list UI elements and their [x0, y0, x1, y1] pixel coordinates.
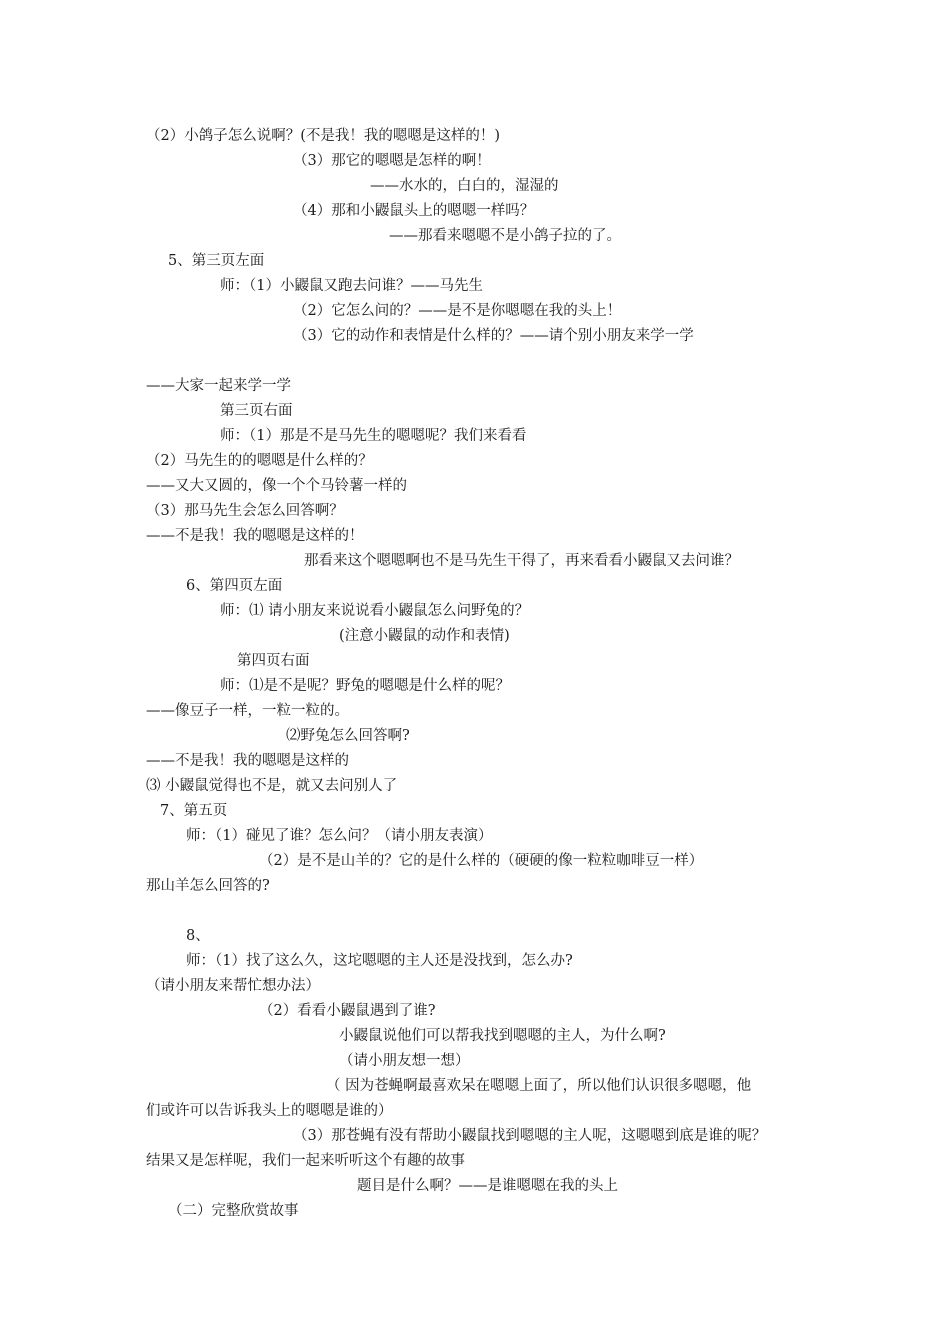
- text-line: 那山羊怎么回答的?: [146, 878, 270, 894]
- text-line: ——那看来嗯嗯不是小鸽子拉的了。: [389, 228, 621, 244]
- text-line: （2）它怎么问的？——是不是你嗯嗯在我的头上！: [293, 303, 622, 319]
- section-heading: 7、第五页: [160, 803, 228, 819]
- text-line: 师：（1）找了这么久，这坨嗯嗯的主人还是没找到，怎么办?: [186, 953, 573, 969]
- text-line: （ 因为苍蝇啊最喜欢呆在嗯嗯上面了，所以他们认识很多嗯嗯，他: [326, 1078, 752, 1094]
- text-line: （2）马先生的的嗯嗯是什么样的？: [146, 453, 373, 469]
- text-line: 师：⑴ 请小朋友来说说看小鼹鼠怎么问野兔的？: [220, 603, 530, 619]
- text-line: （2）小鸽子怎么说啊？(不是我！我的嗯嗯是这样的！): [146, 128, 501, 144]
- text-line: 师：（1）那是不是马先生的嗯嗯呢？我们来看看: [220, 428, 527, 444]
- text-line: （3）那苍蝇有没有帮助小鼹鼠找到嗯嗯的主人呢，这嗯嗯到底是谁的呢？: [293, 1128, 767, 1144]
- text-line: 师：（1）小鼹鼠又跑去问谁？——马先生: [220, 278, 483, 294]
- text-line: ——不是我！我的嗯嗯是这样的！: [146, 528, 364, 544]
- text-line: （请小朋友想一想）: [339, 1053, 470, 1069]
- text-line: ——又大又圆的，像一个个马铃薯一样的: [146, 478, 407, 494]
- section-subheading: 第三页右面: [220, 403, 293, 419]
- text-line: （3）那马先生会怎么回答啊？: [146, 503, 344, 519]
- text-line: （3）那它的嗯嗯是怎样的啊！: [293, 153, 491, 169]
- text-line: 小鼹鼠说他们可以帮我找到嗯嗯的主人，为什么啊?: [339, 1028, 666, 1044]
- text-line: 师：⑴是不是呢？野兔的嗯嗯是什么样的呢？: [220, 678, 510, 694]
- section-heading: （二）完整欣赏故事: [168, 1203, 299, 1219]
- text-line: ——水水的，白白的，湿湿的: [370, 178, 559, 194]
- text-line: （4）那和小鼹鼠头上的嗯嗯一样吗？: [293, 203, 535, 219]
- text-line: ——大家一起来学一学: [146, 378, 291, 394]
- text-line: ⑶ 小鼹鼠觉得也不是，就又去问别人了: [146, 778, 398, 794]
- section-heading: 6、第四页左面: [186, 578, 283, 594]
- text-line: （请小朋友来帮忙想办法）: [146, 978, 320, 994]
- text-line: 结果又是怎样呢，我们一起来听听这个有趣的故事: [146, 1153, 465, 1169]
- section-heading: 8、: [186, 928, 210, 944]
- section-subheading: 第四页右面: [237, 653, 310, 669]
- text-line: （2）看看小鼹鼠遇到了谁?: [259, 1003, 436, 1019]
- text-line: （2）是不是山羊的？它的是什么样的（硬硬的像一粒粒咖啡豆一样）: [259, 853, 704, 869]
- text-line: ——不是我！我的嗯嗯是这样的: [146, 753, 349, 769]
- text-line: 题目是什么啊？——是谁嗯嗯在我的头上: [357, 1178, 618, 1194]
- section-heading: 5、第三页左面: [168, 253, 265, 269]
- text-line: (注意小鼹鼠的动作和表情): [339, 628, 510, 644]
- text-line: ——像豆子一样，一粒一粒的。: [146, 703, 349, 719]
- text-line: 们或许可以告诉我头上的嗯嗯是谁的）: [146, 1103, 393, 1119]
- text-line: 那看来这个嗯嗯啊也不是马先生干得了，再来看看小鼹鼠又去问谁？: [304, 553, 739, 569]
- text-line: 师：（1）碰见了谁？怎么问？（请小朋友表演）: [186, 828, 493, 844]
- text-line: ⑵野兔怎么回答啊?: [286, 728, 410, 744]
- text-line: （3）它的动作和表情是什么样的？——请个别小朋友来学一学: [293, 328, 694, 344]
